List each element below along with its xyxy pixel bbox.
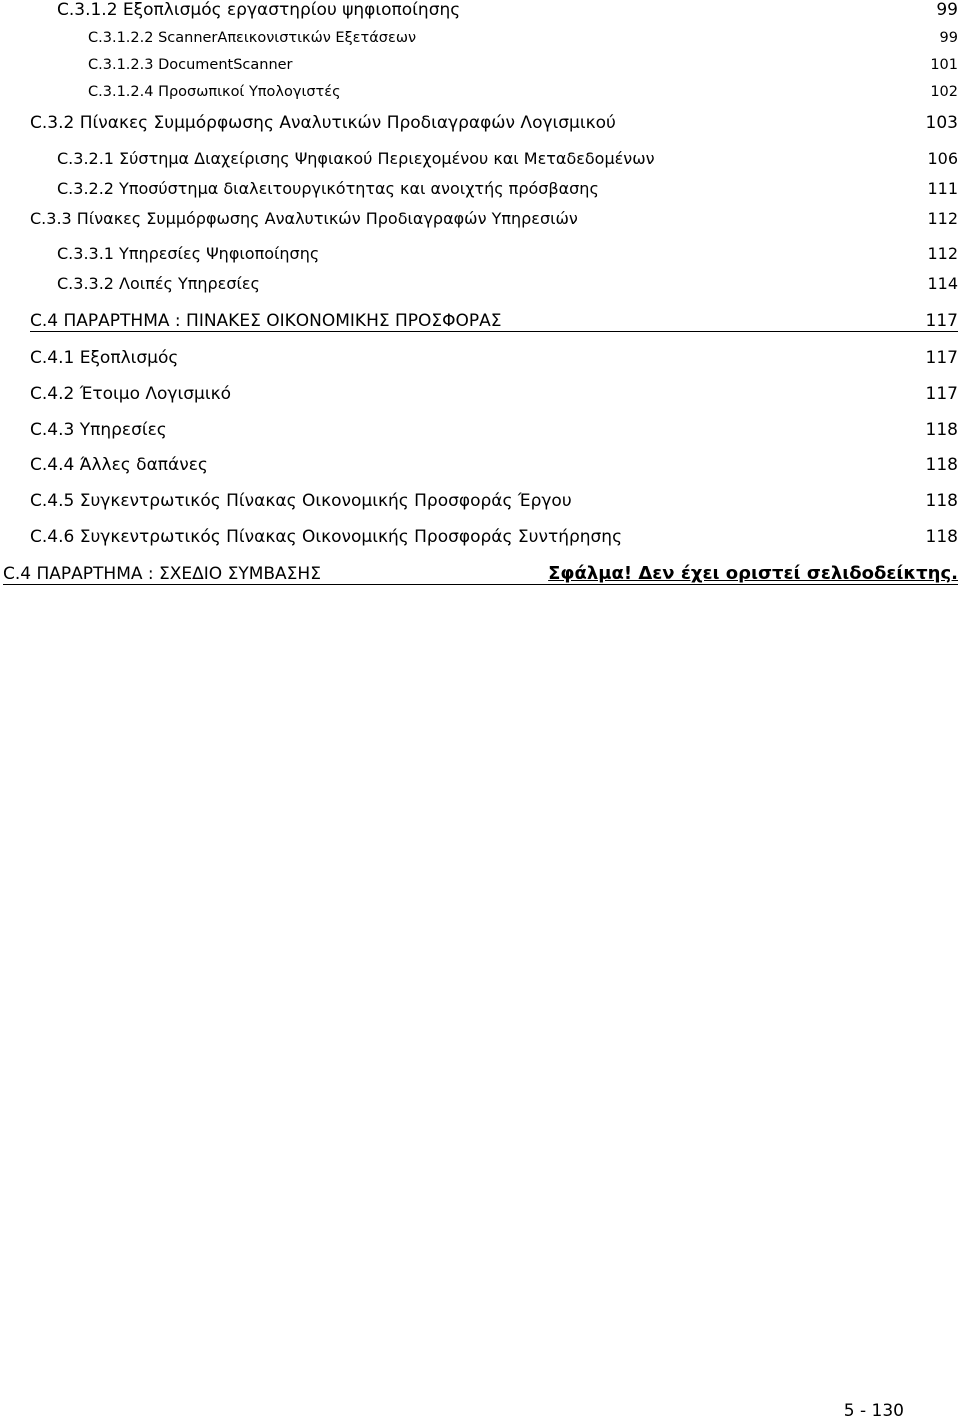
toc-entry-label: C.4.4 Άλλες δαπάνες: [30, 455, 208, 475]
toc-entry[interactable]: [30, 113, 958, 133]
toc-entry-page: 103: [925, 113, 958, 133]
toc-entry-label: C.4.5 Συγκεντρωτικός Πίνακας Οικονομικής Προσφοράς Έργου: [30, 491, 572, 511]
toc-entry-page: 102: [930, 84, 958, 100]
bookmark-error-message: Σφάλμα! Δεν έχει οριστεί σελιδοδείκτης.: [548, 563, 958, 584]
toc-entry-page: 117: [925, 311, 958, 331]
toc-entry-label: C.4 ΠΑΡΑΡΤΗΜΑ : ΠΙΝΑΚΕΣ ΟΙΚΟΝΟΜΙΚΗΣ ΠΡΟΣΦΟΡΑΣ: [30, 311, 502, 331]
toc-entry-page: 106: [927, 149, 958, 168]
toc-entry-page: 117: [925, 384, 958, 404]
toc-entry-label: C.3.1.2.2 ScannerΑπεικονιστικών Εξετάσεων: [88, 30, 417, 46]
toc-entry-page: 118: [925, 420, 958, 440]
toc-entry[interactable]: [30, 420, 958, 440]
toc-entry[interactable]: [88, 84, 958, 100]
table-of-contents: [0, 0, 960, 620]
toc-entry-page: 99: [939, 30, 958, 46]
toc-entry-label: C.3.3.2 Λοιπές Υπηρεσίες: [57, 274, 260, 293]
toc-entry-label: C.4 ΠΑΡΑΡΤΗΜΑ : ΣΧΕΔΙΟ ΣΥΜΒΑΣΗΣ: [3, 564, 321, 584]
toc-entry-error[interactable]: [3, 563, 958, 585]
toc-entry[interactable]: [88, 57, 958, 73]
toc-entry-label: C.4.3 Υπηρεσίες: [30, 420, 167, 440]
toc-entry[interactable]: [88, 30, 958, 46]
toc-entry-label: C.4.6 Συγκεντρωτικός Πίνακας Οικονομικής Προσφοράς Συντήρησης: [30, 527, 623, 547]
toc-entry[interactable]: [57, 0, 958, 20]
toc-entry[interactable]: [30, 384, 958, 404]
toc-entry-page: 101: [930, 57, 958, 73]
page-number: 5 - 130: [843, 1401, 904, 1421]
toc-entry[interactable]: [30, 311, 958, 332]
toc-entry-page: 111: [927, 179, 958, 198]
toc-entry-page: 99: [936, 0, 958, 20]
toc-entry-page: 112: [927, 209, 958, 228]
toc-entry-page: 118: [925, 527, 958, 547]
toc-entry[interactable]: [30, 491, 958, 511]
toc-entry-label: C.4.1 Εξοπλισμός: [30, 348, 179, 368]
toc-entry-label: C.3.2 Πίνακες Συμμόρφωσης Αναλυτικών Προδιαγραφών Λογισμικού: [30, 113, 616, 133]
toc-entry[interactable]: [57, 244, 958, 263]
toc-entry-label: C.3.1.2.4 Προσωπικοί Υπολογιστές: [88, 84, 341, 100]
toc-entry[interactable]: [30, 209, 958, 228]
toc-entry[interactable]: [30, 527, 958, 547]
toc-entry-label: C.3.1.2.3 DocumentScanner: [88, 57, 293, 73]
toc-entry[interactable]: [57, 274, 958, 293]
toc-entry-label: C.3.3 Πίνακες Συμμόρφωσης Αναλυτικών Προδιαγραφών Υπηρεσιών: [30, 209, 578, 228]
toc-entry-label: C.3.2.1 Σύστημα Διαχείρισης Ψηφιακού Περιεχομένου και Μεταδεδομένων: [57, 149, 655, 168]
toc-entry-page: 118: [925, 491, 958, 511]
toc-entry-label: C.3.3.1 Υπηρεσίες Ψηφιοποίησης: [57, 244, 320, 263]
toc-entry-page: 117: [925, 348, 958, 368]
toc-entry[interactable]: [57, 149, 958, 168]
toc-entry[interactable]: [30, 455, 958, 475]
toc-entry-label: C.3.2.2 Υποσύστημα διαλειτουργικότητας και ανοιχτής πρόσβασης: [57, 179, 599, 198]
toc-entry-label: C.4.2 Έτοιμο Λογισμικό: [30, 384, 232, 404]
toc-entry[interactable]: [57, 179, 958, 198]
toc-entry-page: 114: [927, 274, 958, 293]
toc-entry-page: 112: [927, 244, 958, 263]
toc-entry-label: C.3.1.2 Εξοπλισμός εργαστηρίου ψηφιοποίησης: [57, 0, 461, 20]
toc-entry[interactable]: [30, 348, 958, 368]
toc-entry-page: 118: [925, 455, 958, 475]
